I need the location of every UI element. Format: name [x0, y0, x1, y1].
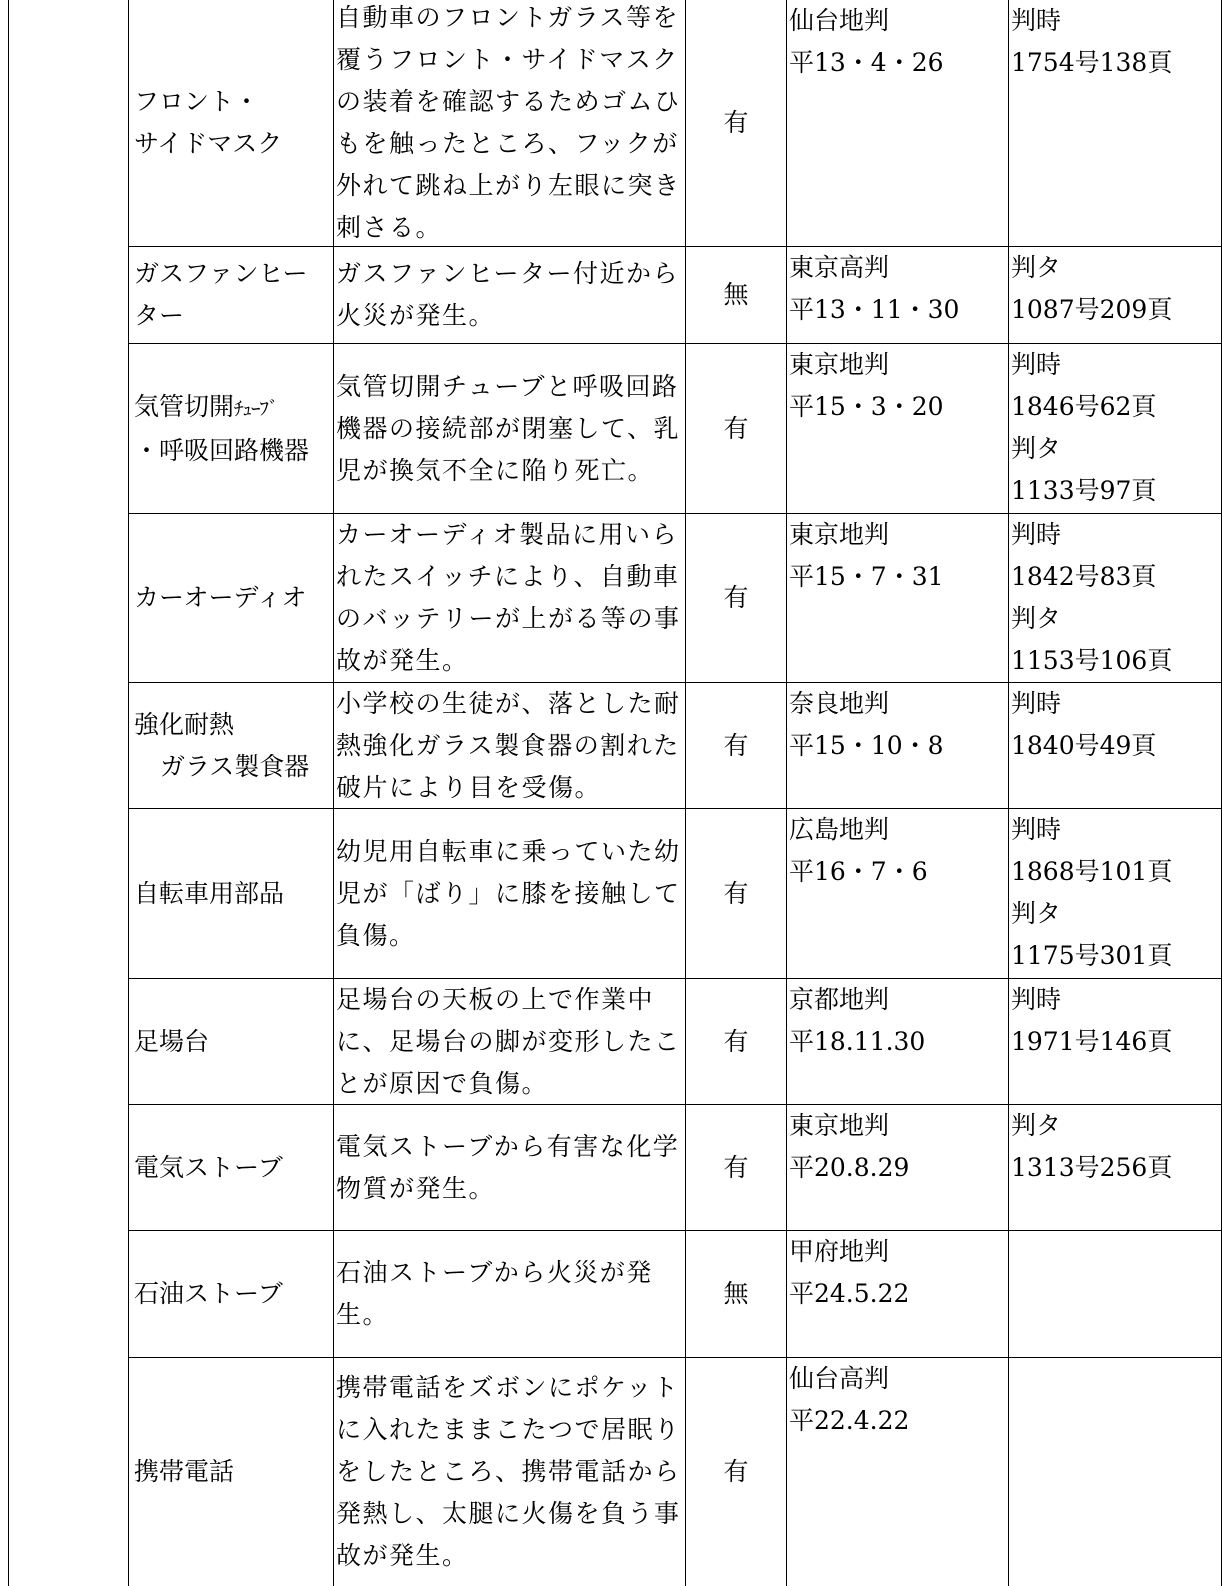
reference-text: 1842号83頁: [1011, 562, 1157, 591]
reference-cell: [1009, 514, 1221, 682]
product-cell: [129, 683, 334, 808]
judgment-date: 平24.5.22: [789, 1279, 910, 1308]
description-text: 発熱し、太腿に火傷を負う事: [336, 1499, 681, 1528]
reference-text: 判タ: [1011, 253, 1062, 282]
defect-flag-cell: [686, 1231, 787, 1357]
product-text: 携帯電話: [134, 1457, 235, 1486]
reference-text: 1153号106頁: [1011, 646, 1173, 675]
table-row: [129, 514, 1221, 683]
description-text: もを触ったところ、フックが: [336, 129, 679, 158]
court-cell: [787, 1231, 1009, 1357]
reference-cell: [1009, 247, 1221, 343]
reference-text: 1846号62頁: [1011, 392, 1157, 421]
product-cell: [129, 1105, 334, 1230]
table-row: [129, 0, 1221, 247]
description-text: 携帯電話をズボンにポケット: [336, 1373, 680, 1402]
court-cell: [787, 683, 1009, 808]
defect-flag: 無: [723, 280, 749, 309]
defect-flag-cell: [686, 683, 787, 808]
description-cell: [334, 247, 686, 343]
product-text: 自転車用部品: [134, 878, 285, 908]
table-row: [129, 683, 1221, 809]
judgment-date: 平13・11・30: [789, 295, 960, 324]
product-cell: [129, 809, 334, 978]
court-name: 京都地判: [789, 985, 890, 1014]
description-text: 気管切開チューブと呼吸回路: [336, 371, 679, 401]
description-cell: [334, 0, 686, 246]
defect-flag: 無: [723, 1279, 749, 1308]
product-text: フロント・: [134, 87, 260, 116]
defect-flag: 有: [723, 1457, 749, 1486]
product-cell: [129, 1231, 334, 1357]
description-text: 電気ストーブから有害な化学: [336, 1131, 680, 1161]
court-name: 東京地判: [789, 1111, 890, 1140]
reference-cell: [1009, 0, 1221, 246]
table-row: [129, 1105, 1221, 1231]
description-text: ガスファンヒーター付近から: [336, 259, 680, 288]
reference-text: 1175号301頁: [1011, 941, 1173, 970]
reference-cell: [1009, 344, 1221, 513]
defect-flag: 有: [723, 1152, 749, 1182]
description-text: 機器の接続部が閉塞して、乳: [336, 413, 681, 443]
court-cell: [787, 0, 1009, 246]
court-cell: [787, 514, 1009, 682]
product-cell: [129, 0, 334, 246]
description-cell: [334, 1231, 686, 1357]
page-left-border: [8, 0, 9, 1586]
court-name: 奈良地判: [789, 689, 890, 718]
reference-text: 判時: [1011, 689, 1062, 718]
court-cell: [787, 344, 1009, 513]
description-text: カーオーディオ製品に用いら: [336, 520, 679, 549]
description-cell: [334, 514, 686, 682]
defect-flag: 有: [723, 413, 749, 443]
court-cell: [787, 1105, 1009, 1230]
court-cell: [787, 1358, 1009, 1586]
reference-cell: [1009, 979, 1221, 1104]
defect-flag-cell: [686, 979, 787, 1104]
reference-cell: [1009, 809, 1221, 978]
description-text: 幼児用自転車に乗っていた幼: [336, 836, 681, 866]
description-text: 覆うフロント・サイドマスク: [336, 45, 679, 74]
court-cell: [787, 979, 1009, 1104]
description-text: のバッテリーが上がる等の事: [336, 604, 681, 633]
product-text: 石油ストーブ: [134, 1279, 283, 1308]
description-text: 足場台の天板の上で作業中: [336, 984, 655, 1014]
description-text: に入れたままこたつで居眠り: [336, 1415, 681, 1444]
description-text: 故が発生。: [336, 1541, 469, 1570]
table-row: [129, 809, 1221, 979]
judgment-date: 平13・4・26: [789, 48, 944, 77]
description-text: 物質が発生。: [336, 1173, 496, 1203]
product-text: [134, 386, 333, 430]
reference-text: 判時: [1011, 6, 1062, 35]
product-text: 電気ストーブ: [134, 1152, 283, 1182]
description-text: 故が発生。: [336, 646, 469, 675]
description-text: の装着を確認するためゴムひ: [336, 87, 681, 116]
judgment-date: 平18.11.30: [789, 1027, 926, 1056]
description-text: 外れて跳ね上がり左眼に突き: [336, 171, 681, 200]
product-text: サイドマスク: [134, 129, 283, 158]
court-name: 東京地判: [789, 520, 890, 549]
reference-text: 判タ: [1011, 1111, 1062, 1140]
defect-flag: 有: [723, 583, 749, 612]
reference-text: 1868号101頁: [1011, 857, 1173, 886]
reference-text: 1087号209頁: [1011, 295, 1173, 324]
judgment-date: 平15・3・20: [789, 392, 944, 421]
table-row: [129, 979, 1221, 1105]
judgment-date: 平22.4.22: [789, 1406, 910, 1435]
reference-text: 判時: [1011, 815, 1062, 844]
product-cell: [129, 979, 334, 1104]
description-text: 自動車のフロントガラス等を: [336, 3, 680, 32]
description-text: 小学校の生徒が、落とした耐: [336, 688, 681, 718]
description-text: 火災が発生。: [336, 301, 496, 330]
reference-text: 判タ: [1011, 434, 1062, 463]
judgment-date: 平15・10・8: [789, 731, 944, 760]
description-text: 刺さる。: [336, 213, 443, 242]
court-name: 東京高判: [789, 253, 890, 282]
product-cell: [129, 1358, 334, 1586]
product-text: 強化耐熱: [134, 709, 235, 739]
reference-text: 1133号97頁: [1011, 476, 1157, 505]
description-cell: [334, 979, 686, 1104]
description-text: 石油ストーブから火災が発: [336, 1258, 653, 1287]
product-text: ター: [134, 301, 185, 330]
description-text: 破片により目を受傷。: [336, 772, 602, 802]
reference-text: 判時: [1011, 520, 1062, 549]
reference-text: 判タ: [1011, 899, 1062, 928]
judgment-date: 平16・7・6: [789, 857, 928, 886]
description-text: 生。: [336, 1300, 390, 1329]
court-name: 東京地判: [789, 350, 890, 379]
reference-cell: [1009, 1105, 1221, 1230]
description-text: 児が「ばり」に膝を接触して: [336, 878, 681, 908]
description-cell: [334, 1105, 686, 1230]
defect-flag-cell: [686, 247, 787, 343]
product-text-part: 気管切開: [134, 391, 235, 421]
description-text: 負傷。: [336, 920, 416, 950]
product-cell: [129, 344, 334, 513]
product-cell: [129, 514, 334, 682]
description-text: 熱強化ガラス製食器の割れた: [336, 730, 680, 760]
reference-text: 判タ: [1011, 604, 1062, 633]
product-text: ガラス製食器: [160, 751, 310, 781]
defect-flag-cell: [686, 344, 787, 513]
product-text-part: ﾁｭｰﾌﾞ: [234, 397, 278, 420]
court-name: 仙台地判: [789, 6, 890, 35]
defect-flag: 有: [723, 1026, 749, 1056]
defect-flag-cell: [686, 1105, 787, 1230]
product-text: 足場台: [134, 1026, 210, 1056]
product-text: ガスファンヒー: [134, 259, 308, 288]
table-row: [129, 247, 1221, 344]
product-text: ・呼吸回路機器: [134, 435, 310, 465]
description-cell: [334, 1358, 686, 1586]
description-cell: [334, 683, 686, 808]
court-cell: [787, 247, 1009, 343]
court-name: 甲府地判: [789, 1237, 890, 1266]
defect-flag: 有: [723, 878, 749, 908]
reference-cell: [1009, 683, 1221, 808]
description-text: 児が換気不全に陥り死亡。: [336, 455, 655, 485]
description-text: をしたところ、携帯電話から: [336, 1457, 681, 1486]
reference-text: 1754号138頁: [1011, 48, 1173, 77]
reference-text: 判時: [1011, 350, 1062, 379]
defect-flag: 有: [723, 108, 749, 137]
description-cell: [334, 344, 686, 513]
defect-flag-cell: [686, 1358, 787, 1586]
description-text: れたスイッチにより、自動車: [336, 562, 680, 591]
case-table: [128, 0, 1222, 1586]
reference-cell: [1009, 1231, 1221, 1357]
description-text: に、足場台の脚が変形したこ: [336, 1026, 681, 1056]
description-cell: [334, 809, 686, 978]
defect-flag-cell: [686, 514, 787, 682]
product-cell: [129, 247, 334, 343]
table-row: [129, 344, 1221, 514]
reference-text: 1971号146頁: [1011, 1027, 1173, 1056]
defect-flag-cell: [686, 0, 787, 246]
reference-text: 判時: [1011, 985, 1062, 1014]
court-cell: [787, 809, 1009, 978]
reference-cell: [1009, 1358, 1221, 1586]
table-row: [129, 1358, 1221, 1586]
description-text: とが原因で負傷。: [336, 1068, 549, 1098]
reference-text: 1840号49頁: [1011, 731, 1157, 760]
defect-flag-cell: [686, 809, 787, 978]
table-row: [129, 1231, 1221, 1358]
product-text: カーオーディオ: [134, 583, 307, 612]
judgment-date: 平15・7・31: [789, 562, 944, 591]
judgment-date: 平20.8.29: [789, 1153, 910, 1182]
court-name: 広島地判: [789, 815, 890, 844]
reference-text: 1313号256頁: [1011, 1153, 1173, 1182]
court-name: 仙台高判: [789, 1364, 890, 1393]
defect-flag: 有: [723, 730, 749, 760]
